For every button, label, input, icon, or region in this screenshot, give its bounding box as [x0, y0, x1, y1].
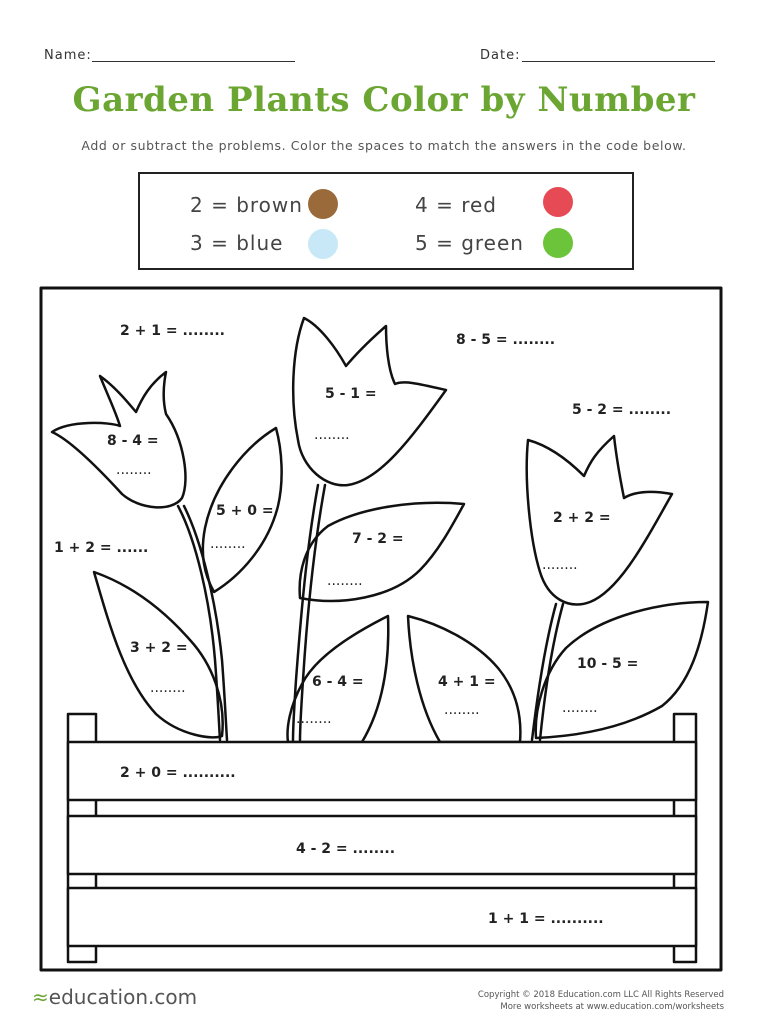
problem-4-minus-2: 4 - 2 = ........	[296, 841, 396, 857]
problem-2-plus-0: 2 + 0 = ..........	[120, 765, 236, 781]
middle-stem	[293, 485, 318, 740]
problem-2-plus-2: 2 + 2 =	[553, 510, 611, 526]
name-label: Name:	[44, 48, 92, 63]
problem-2-plus-1: 2 + 1 = ........	[120, 323, 225, 339]
date-label: Date:	[480, 48, 521, 63]
problem-1-plus-2: 1 + 2 = ......	[54, 540, 149, 556]
problem-1-plus-1: 1 + 1 = ..........	[488, 911, 604, 927]
footer-copyright	[478, 989, 724, 1013]
problem-5-minus-2: 5 - 2 = ........	[572, 402, 672, 418]
answer-blank[interactable]: ........	[444, 702, 480, 718]
answer-blank[interactable]: ........	[562, 700, 598, 716]
leaf-7-minus-2	[300, 503, 464, 601]
answer-blank[interactable]: ........	[542, 557, 578, 573]
problem-7-minus-2: 7 - 2 =	[352, 531, 404, 547]
key-red-label: 4 = red	[415, 193, 497, 217]
key-brown-label: 2 = brown	[190, 193, 303, 217]
problem-8-minus-5: 8 - 5 = ........	[456, 332, 556, 348]
copyright-text: Copyright © 2018 Education.com LLC All Rights Reserved	[477, 990, 724, 1000]
problem-4-plus-1: 4 + 1 =	[438, 674, 496, 690]
problem-6-minus-4: 6 - 4 =	[312, 674, 364, 690]
answer-blank[interactable]: ........	[116, 462, 152, 478]
answer-blank[interactable]: ........	[150, 680, 186, 696]
problem-5-minus-1: 5 - 1 =	[325, 386, 377, 402]
answer-blank[interactable]: ........	[314, 427, 350, 443]
logo-text: education.com	[48, 985, 198, 1009]
logo-icon: ≈	[32, 985, 49, 1009]
problem-10-minus-5: 10 - 5 =	[577, 656, 639, 672]
key-blue-label: 3 = blue	[190, 231, 284, 255]
key-green-label: 5 = green	[415, 231, 524, 255]
instructions: Add or subtract the problems. Color the spaces to match the answers in the code below.	[81, 138, 687, 153]
problem-5-plus-0: 5 + 0 =	[216, 503, 274, 519]
problem-8-minus-4: 8 - 4 =	[107, 433, 159, 449]
problem-3-plus-2: 3 + 2 =	[130, 640, 188, 656]
page-title: Garden Plants Color by Number	[72, 80, 696, 120]
answer-blank[interactable]: ........	[210, 536, 246, 552]
answer-blank[interactable]: ........	[296, 711, 332, 727]
education-logo[interactable]	[32, 985, 197, 1009]
answer-blank[interactable]: ........	[327, 573, 363, 589]
more-worksheets-text: More worksheets at www.education.com/worksheets	[500, 1002, 724, 1012]
